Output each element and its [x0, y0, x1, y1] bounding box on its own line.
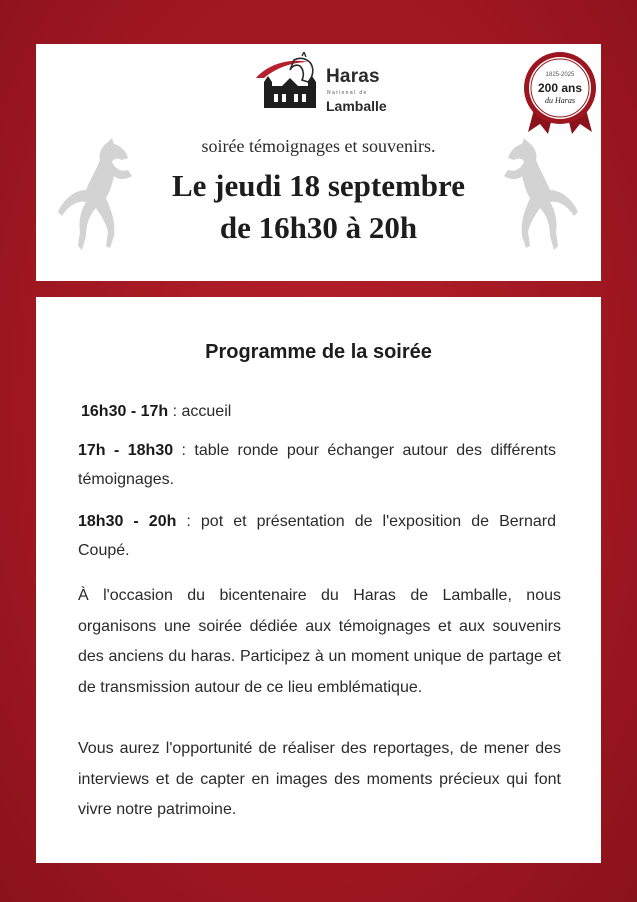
programme-item-time: 17h - 18h30 — [78, 442, 174, 459]
description-paragraph: À l'occasion du bicentenaire du Haras de Lamballe, nous organisons une soirée dédiée aux témoignages et aux souvenirs des anciens du haras. Participez à un moment unique de partage et de transmission autour de ce lieu emblématique. — [78, 587, 561, 696]
event-time: de 16h30 à 20h — [219, 210, 418, 245]
header-card — [36, 44, 601, 281]
anniversary-badge — [522, 50, 598, 136]
programme-card — [36, 297, 601, 863]
badge-years: 1825-2025 — [545, 72, 575, 78]
event-subtitle: soirée témoignages et souvenirs. — [201, 136, 436, 156]
haras-logo — [238, 52, 408, 120]
programme-item-time: 18h30 - 20h — [78, 513, 177, 530]
programme-item-text: : table ronde pour échanger autour des différents témoignages. — [78, 442, 557, 488]
programme-title: Programme de la soirée — [205, 341, 432, 363]
programme-item — [81, 397, 559, 426]
badge-line1: 200 ans — [537, 81, 583, 95]
programme-item-time: 16h30 - 17h — [81, 403, 169, 420]
description-paragraph: Vous aurez l'opportunité de réaliser des reportages, de mener des interviews et de capter en images des moments précieux qui font vivre notre patrimoine. — [78, 740, 561, 818]
programme-item-text: : accueil — [168, 403, 232, 420]
programme-item — [78, 436, 556, 494]
logo-name: Haras — [326, 66, 380, 87]
event-date: Le jeudi 18 septembre — [171, 168, 466, 203]
badge-seal-icon — [522, 50, 598, 136]
badge-line2: du Haras — [544, 96, 576, 105]
programme-item — [78, 507, 556, 565]
logo-place: Lamballe — [326, 98, 387, 114]
programme-item-text: : pot et présentation de l'exposition de Bernard Coupé. — [78, 513, 556, 559]
horse-head-castle-logo-icon — [238, 52, 326, 116]
logo-sub: National de — [327, 90, 368, 96]
